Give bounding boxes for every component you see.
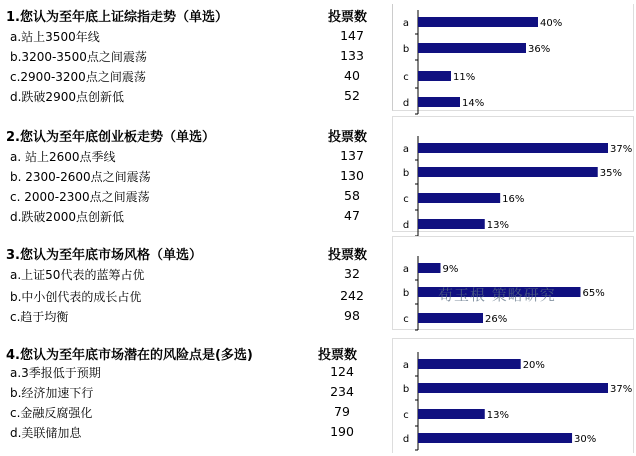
category-label: c bbox=[403, 314, 409, 325]
bar bbox=[418, 43, 526, 53]
value-label: 37% bbox=[610, 384, 633, 395]
value-label: 13% bbox=[486, 410, 509, 421]
bar bbox=[418, 193, 500, 203]
bar bbox=[418, 383, 608, 393]
vote-count: 47 bbox=[344, 208, 360, 223]
votes-header: 投票数 bbox=[328, 10, 368, 25]
option-label: d.跌破2900点创新低 bbox=[10, 90, 124, 104]
question-title: 1.您认为至年底上证综指走势（单选） bbox=[6, 10, 228, 25]
value-label: 65% bbox=[582, 288, 605, 299]
option-label: c.金融反腐强化 bbox=[10, 406, 93, 420]
option-label: d.跌破2000点创新低 bbox=[10, 210, 124, 224]
bar-chart-4 bbox=[392, 334, 632, 456]
votes-header: 投票数 bbox=[318, 348, 358, 363]
vote-count: 40 bbox=[344, 68, 360, 83]
question-block-2 bbox=[0, 112, 636, 234]
value-label: 14% bbox=[462, 98, 485, 109]
value-label: 26% bbox=[485, 314, 508, 325]
bar bbox=[418, 17, 538, 27]
vote-count: 133 bbox=[340, 48, 364, 63]
vote-count: 190 bbox=[330, 424, 354, 439]
value-label: 35% bbox=[599, 168, 622, 179]
question-title: 3.您认为至年底市场风格（单选） bbox=[6, 248, 202, 263]
value-label: 40% bbox=[540, 18, 563, 29]
category-label: b bbox=[402, 288, 410, 299]
value-label: 16% bbox=[502, 194, 525, 205]
option-label: b.3200-3500点之间震荡 bbox=[10, 50, 147, 64]
vote-count: 58 bbox=[344, 188, 360, 203]
bar bbox=[418, 71, 451, 81]
category-label: a bbox=[402, 18, 410, 29]
option-label: a.上证50代表的蓝筹占优 bbox=[10, 268, 145, 282]
vote-count: 98 bbox=[344, 308, 360, 323]
option-label: c.2900-3200点之间震荡 bbox=[10, 70, 146, 84]
value-label: 37% bbox=[610, 144, 633, 155]
vote-count: 147 bbox=[340, 28, 364, 43]
votes-header: 投票数 bbox=[328, 248, 368, 263]
category-label: a bbox=[402, 144, 410, 155]
category-label: b bbox=[402, 384, 410, 395]
bar bbox=[418, 97, 460, 107]
value-label: 20% bbox=[522, 360, 545, 371]
value-label: 11% bbox=[453, 72, 476, 83]
vote-count: 52 bbox=[344, 88, 360, 103]
value-label: 9% bbox=[442, 264, 459, 275]
category-label: d bbox=[402, 434, 410, 445]
option-label: c.趋于均衡 bbox=[10, 310, 69, 324]
value-label: 30% bbox=[574, 434, 597, 445]
bar bbox=[418, 313, 483, 323]
category-label: d bbox=[402, 98, 410, 109]
vote-count: 79 bbox=[334, 404, 350, 419]
vote-count: 124 bbox=[330, 364, 354, 379]
question-block-1 bbox=[0, 0, 636, 112]
bar bbox=[418, 409, 485, 419]
watermark: 荀玉根 策略研究 bbox=[438, 286, 556, 304]
bar-chart-2 bbox=[392, 112, 632, 234]
category-label: a bbox=[402, 360, 410, 371]
option-label: b. 2300-2600点之间震荡 bbox=[10, 170, 151, 184]
bar-chart-1 bbox=[392, 4, 632, 110]
question-title: 2.您认为至年底创业板走势（单选） bbox=[6, 130, 215, 145]
category-label: b bbox=[402, 168, 410, 179]
category-label: d bbox=[402, 220, 410, 231]
option-label: a. 站上2600点季线 bbox=[10, 150, 116, 164]
option-label: c. 2000-2300点之间震荡 bbox=[10, 190, 150, 204]
option-label: a.3季报低于预期 bbox=[10, 366, 101, 380]
bar bbox=[418, 263, 441, 273]
vote-count: 137 bbox=[340, 148, 364, 163]
category-label: c bbox=[403, 194, 409, 205]
vote-count: 130 bbox=[340, 168, 364, 183]
option-label: b.中小创代表的成长占优 bbox=[10, 290, 142, 304]
option-label: b.经济加速下行 bbox=[10, 386, 94, 400]
bar bbox=[418, 167, 598, 177]
question-title: 4.您认为至年底市场潜在的风险点是(多选) bbox=[6, 348, 253, 363]
category-label: b bbox=[402, 44, 410, 55]
bar bbox=[418, 433, 572, 443]
option-label: a.站上3500年线 bbox=[10, 30, 100, 44]
vote-count: 242 bbox=[340, 288, 364, 303]
category-label: a bbox=[402, 264, 410, 275]
bar bbox=[418, 143, 608, 153]
category-label: c bbox=[403, 410, 409, 421]
value-label: 36% bbox=[528, 44, 551, 55]
vote-count: 32 bbox=[344, 266, 360, 281]
value-label: 13% bbox=[486, 220, 509, 231]
bar bbox=[418, 359, 521, 369]
vote-count: 234 bbox=[330, 384, 354, 399]
votes-header: 投票数 bbox=[328, 130, 368, 145]
option-label: d.美联储加息 bbox=[10, 426, 82, 440]
category-label: c bbox=[403, 72, 409, 83]
question-block-4 bbox=[0, 334, 636, 456]
bar bbox=[418, 219, 485, 229]
